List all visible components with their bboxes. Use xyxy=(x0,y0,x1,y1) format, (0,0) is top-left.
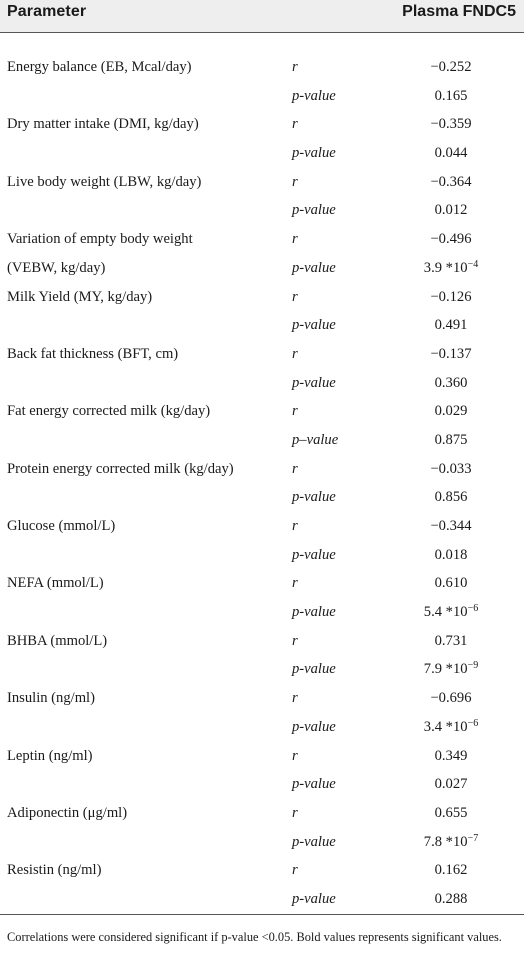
table-footnote: Correlations were considered significant if p-value <0.05. Bold values represents significant values. xyxy=(7,930,502,944)
row-statistic xyxy=(292,397,298,426)
row-statistic xyxy=(292,369,336,398)
row-value-text: −0.126 xyxy=(430,288,472,305)
table-row xyxy=(0,283,524,312)
row-parameter: Variation of empty body weight xyxy=(7,231,193,248)
row-value xyxy=(392,53,510,82)
table-row xyxy=(0,655,524,684)
row-value xyxy=(392,82,510,111)
row-value xyxy=(392,455,510,484)
row-value-text: 0.165 xyxy=(434,87,468,104)
row-parameter: BHBA (mmol/L) xyxy=(7,632,108,649)
row-parameter: (VEBW, kg/day) xyxy=(7,259,106,276)
table-row xyxy=(0,512,524,541)
row-statistic xyxy=(292,799,298,828)
row-statistic-symbol: r xyxy=(292,460,298,477)
row-statistic xyxy=(292,598,336,627)
row-statistic-symbol: r xyxy=(292,747,298,764)
table-row xyxy=(0,254,524,283)
row-statistic-symbol: p-value xyxy=(292,604,336,621)
table-row xyxy=(0,139,524,168)
row-statistic xyxy=(292,770,336,799)
table-row xyxy=(0,627,524,656)
row-statistic-symbol: r xyxy=(292,116,298,133)
table-row xyxy=(0,828,524,857)
row-value xyxy=(392,283,510,312)
row-value xyxy=(392,254,510,283)
row-value xyxy=(392,168,510,197)
row-value xyxy=(392,483,510,512)
row-statistic-symbol: p–value xyxy=(292,431,339,448)
row-value-exponent: −9 xyxy=(467,660,479,672)
row-value xyxy=(392,799,510,828)
row-value-exponent: −4 xyxy=(467,258,479,270)
row-parameter: Insulin (ng/ml) xyxy=(7,690,95,707)
row-value-text: 0.029 xyxy=(434,403,468,420)
row-statistic-symbol: p-value xyxy=(292,890,336,907)
table-row xyxy=(0,340,524,369)
row-value xyxy=(392,627,510,656)
row-value-text: 0.018 xyxy=(434,546,468,563)
row-statistic xyxy=(292,110,298,139)
row-value-text: 0.731 xyxy=(434,632,468,649)
row-value xyxy=(392,225,510,254)
row-value-text: 0.655 xyxy=(434,804,468,821)
row-value-text: −0.496 xyxy=(430,231,472,248)
row-value xyxy=(392,828,510,857)
table-row xyxy=(0,885,524,914)
row-statistic xyxy=(292,426,338,455)
row-value-text: 0.027 xyxy=(434,776,468,793)
row-statistic xyxy=(292,512,298,541)
row-statistic-symbol: p-value xyxy=(292,661,336,678)
row-statistic-symbol: r xyxy=(292,345,298,362)
table-row xyxy=(0,426,524,455)
table-row xyxy=(0,598,524,627)
row-statistic-symbol: p-value xyxy=(292,776,336,793)
row-statistic-symbol: r xyxy=(292,632,298,649)
row-parameter: Resistin (ng/ml) xyxy=(7,862,102,879)
row-value xyxy=(392,598,510,627)
row-statistic xyxy=(292,340,298,369)
row-value-text: −0.252 xyxy=(430,59,472,75)
row-value xyxy=(392,512,510,541)
row-statistic-symbol: p-value xyxy=(292,202,336,219)
header-parameter: Parameter xyxy=(7,3,87,20)
row-statistic-symbol: p-value xyxy=(292,317,336,334)
row-statistic-symbol: r xyxy=(292,862,298,879)
row-value-text: 0.491 xyxy=(434,317,468,334)
row-value xyxy=(392,369,510,398)
row-value xyxy=(392,856,510,885)
row-statistic-symbol: r xyxy=(292,59,298,75)
row-statistic xyxy=(292,684,298,713)
row-value-text: 0.044 xyxy=(434,145,468,162)
row-statistic xyxy=(292,541,336,570)
row-value-text: −0.696 xyxy=(430,690,472,707)
row-value-text: 0.360 xyxy=(434,374,468,391)
row-value-text: 3.9 *10 xyxy=(423,259,468,276)
row-statistic-symbol: p-value xyxy=(292,259,336,276)
row-parameter: Protein energy corrected milk (kg/day) xyxy=(7,460,234,477)
row-statistic xyxy=(292,455,298,484)
row-value-text: −0.033 xyxy=(430,460,472,477)
row-statistic-symbol: p-value xyxy=(292,718,336,735)
row-statistic-symbol: r xyxy=(292,804,298,821)
row-value-text: 0.610 xyxy=(434,575,468,592)
row-value-text: 0.875 xyxy=(434,431,468,448)
row-parameter: Glucose (mmol/L) xyxy=(7,518,116,534)
row-value xyxy=(392,541,510,570)
row-statistic-symbol: r xyxy=(292,690,298,707)
table-row xyxy=(0,483,524,512)
table-row xyxy=(0,53,524,82)
table-body xyxy=(0,53,524,914)
row-statistic-symbol: r xyxy=(292,231,298,248)
row-value xyxy=(392,569,510,598)
row-statistic xyxy=(292,225,298,254)
row-parameter: Milk Yield (MY, kg/day) xyxy=(7,288,153,305)
row-value xyxy=(392,426,510,455)
row-parameter: Leptin (ng/ml) xyxy=(7,747,93,764)
row-statistic-symbol: p-value xyxy=(292,833,336,850)
row-value xyxy=(392,655,510,684)
row-value xyxy=(392,340,510,369)
row-value xyxy=(392,684,510,713)
row-value-text: −0.344 xyxy=(430,518,472,534)
row-parameter: Live body weight (LBW, kg/day) xyxy=(7,173,202,190)
row-value-text: 0.288 xyxy=(434,890,468,907)
table-row xyxy=(0,684,524,713)
row-statistic xyxy=(292,254,336,283)
table-row xyxy=(0,311,524,340)
row-statistic xyxy=(292,82,336,111)
row-parameter: Dry matter intake (DMI, kg/day) xyxy=(7,116,199,133)
row-statistic xyxy=(292,53,298,82)
row-value-exponent: −7 xyxy=(467,832,479,844)
row-statistic xyxy=(292,885,336,914)
row-statistic-symbol: p-value xyxy=(292,489,336,506)
row-statistic-symbol: p-value xyxy=(292,546,336,563)
header-divider xyxy=(0,32,524,33)
row-value-text: 5.4 *10 xyxy=(423,604,468,621)
row-value xyxy=(392,713,510,742)
row-statistic-symbol: p-value xyxy=(292,87,336,104)
row-statistic xyxy=(292,742,298,771)
table-row xyxy=(0,770,524,799)
row-value-text: 0.162 xyxy=(434,862,468,879)
table-row xyxy=(0,82,524,111)
row-statistic-symbol: r xyxy=(292,518,298,534)
row-statistic-symbol: r xyxy=(292,575,298,592)
row-parameter: Back fat thickness (BFT, cm) xyxy=(7,345,179,362)
row-statistic xyxy=(292,311,336,340)
row-parameter: Energy balance (EB, Mcal/day) xyxy=(7,59,192,75)
row-statistic xyxy=(292,655,336,684)
table-row xyxy=(0,225,524,254)
table-header xyxy=(0,0,524,32)
table-row xyxy=(0,196,524,225)
row-statistic xyxy=(292,483,336,512)
row-value xyxy=(392,311,510,340)
row-value xyxy=(392,770,510,799)
row-parameter: Adiponectin (μg/ml) xyxy=(7,804,128,821)
row-value xyxy=(392,397,510,426)
row-statistic-symbol: r xyxy=(292,403,298,420)
row-statistic xyxy=(292,569,298,598)
row-parameter: NEFA (mmol/L) xyxy=(7,575,104,592)
row-statistic xyxy=(292,627,298,656)
table-row xyxy=(0,168,524,197)
row-parameter: Fat energy corrected milk (kg/day) xyxy=(7,403,211,420)
row-value-text: −0.137 xyxy=(430,345,472,362)
row-value-exponent: −6 xyxy=(467,717,479,729)
row-value-text: 0.856 xyxy=(434,489,468,506)
table-row xyxy=(0,455,524,484)
row-statistic-symbol: p-value xyxy=(292,374,336,391)
row-statistic xyxy=(292,828,336,857)
row-statistic xyxy=(292,196,336,225)
row-statistic-symbol: r xyxy=(292,288,298,305)
row-statistic-symbol: p-value xyxy=(292,145,336,162)
row-value-text: 3.4 *10 xyxy=(423,718,468,735)
table-row xyxy=(0,541,524,570)
table-bottom-rule xyxy=(0,914,524,915)
table-row xyxy=(0,369,524,398)
row-statistic xyxy=(292,856,298,885)
row-value xyxy=(392,139,510,168)
row-value-text: 0.349 xyxy=(434,747,468,764)
row-statistic-symbol: r xyxy=(292,173,298,190)
row-value-text: −0.364 xyxy=(430,173,472,190)
row-value-exponent: −6 xyxy=(467,603,479,615)
row-statistic xyxy=(292,139,336,168)
row-value xyxy=(392,742,510,771)
row-value-text: −0.359 xyxy=(430,116,472,133)
table-row xyxy=(0,713,524,742)
row-value xyxy=(392,885,510,914)
table-row xyxy=(0,799,524,828)
table-row xyxy=(0,397,524,426)
row-value-text: 0.012 xyxy=(434,202,468,219)
row-value xyxy=(392,196,510,225)
row-value-text: 7.8 *10 xyxy=(423,833,468,850)
header-plasma-fndc5: Plasma FNDC5 xyxy=(402,3,516,20)
row-statistic xyxy=(292,168,298,197)
table-row xyxy=(0,110,524,139)
row-value-text: 7.9 *10 xyxy=(423,661,468,678)
table-row xyxy=(0,569,524,598)
table-row xyxy=(0,856,524,885)
row-statistic xyxy=(292,713,336,742)
row-statistic xyxy=(292,283,298,312)
row-value xyxy=(392,110,510,139)
table-row xyxy=(0,742,524,771)
